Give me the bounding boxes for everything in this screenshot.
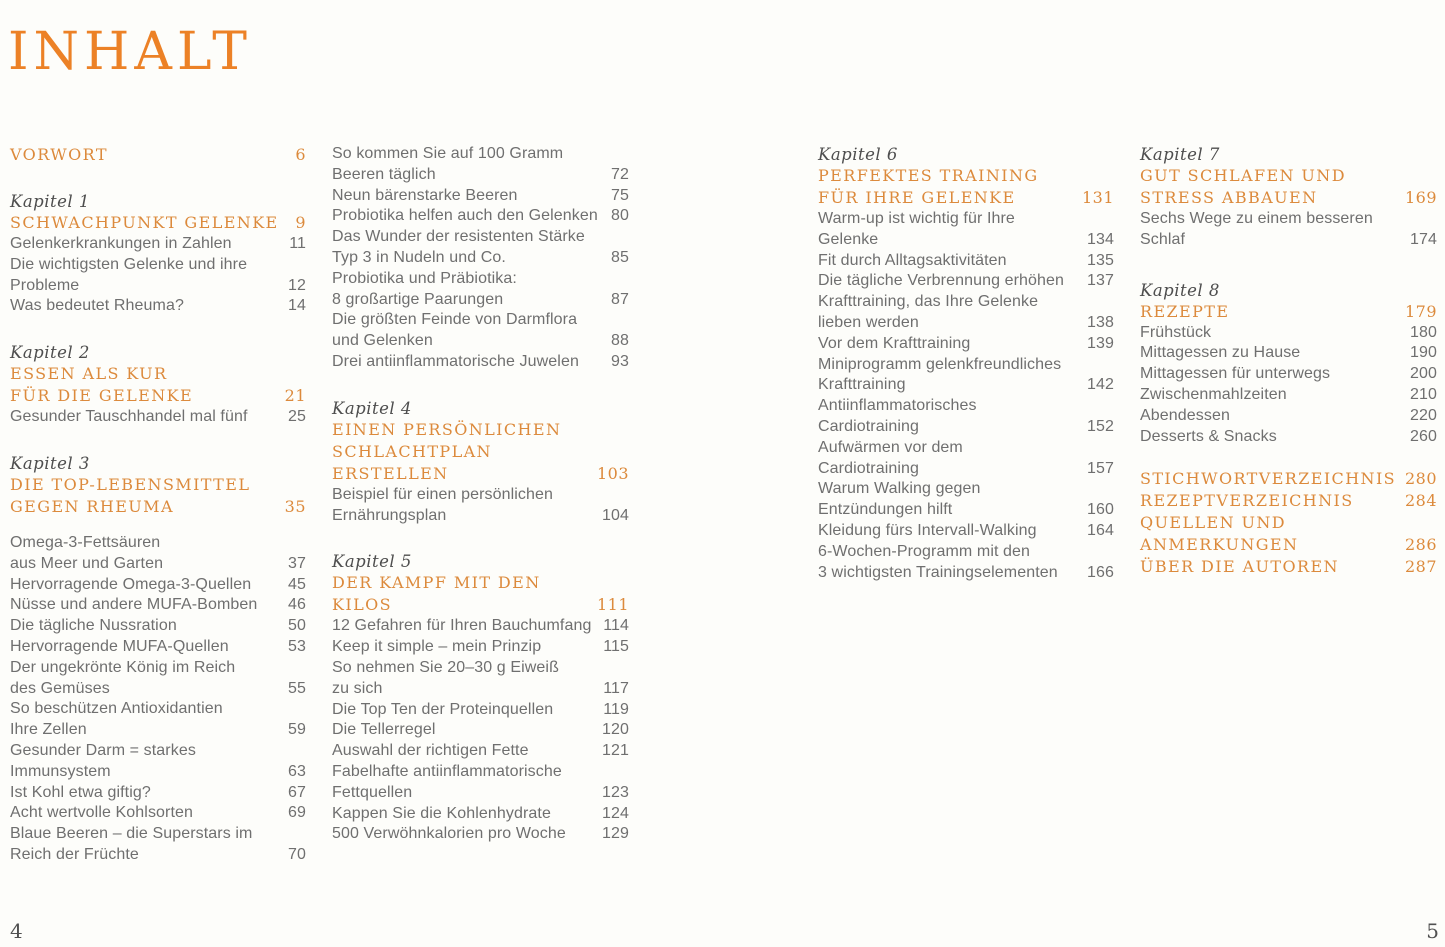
toc-entry	[10, 783, 306, 804]
entry-page-number: 21	[284, 386, 306, 406]
toc-entry	[332, 165, 629, 186]
entry-page-number: 119	[603, 700, 629, 718]
entry-text: DIE TOP-LEBENSMITTEL	[10, 474, 251, 494]
entry-text: Probiotika helfen auch den Gelenken	[332, 207, 598, 225]
entry-page-number: 12	[288, 276, 306, 294]
toc-entry	[10, 845, 306, 866]
entry-page-number: 46	[288, 596, 306, 614]
entry-text: Der ungekrönte König im Reich	[10, 658, 236, 676]
toc-entry	[10, 407, 306, 428]
toc-entry	[10, 234, 306, 255]
spacer	[332, 373, 629, 398]
entry-text: Ernährungsplan	[332, 506, 447, 524]
entry-text: Die tägliche Verbrennung erhöhen	[818, 272, 1065, 290]
toc-entry	[818, 479, 1114, 500]
entry-page-number: 157	[1087, 459, 1114, 477]
toc-entry	[332, 824, 629, 845]
entry-text: So beschützen Antioxidantien	[10, 700, 223, 718]
entry-page-number: 115	[603, 638, 629, 656]
entry-text: Zwischenmahlzeiten	[1140, 385, 1287, 403]
toc-entry	[10, 658, 306, 679]
toc-heading	[1140, 534, 1437, 556]
entry-page-number: 164	[1087, 521, 1114, 539]
entry-text: Neun bärenstarke Beeren	[332, 186, 518, 204]
entry-page-number: 59	[288, 721, 306, 739]
spacer	[332, 526, 629, 551]
toc-entry	[10, 575, 306, 596]
entry-text: ANMERKUNGEN	[1140, 535, 1299, 555]
chapter-label	[10, 453, 306, 474]
entry-text: Entzündungen hilft	[818, 501, 953, 519]
toc-entry	[1140, 323, 1437, 344]
entry-page-number: 55	[288, 679, 306, 697]
entry-text: Abendessen	[1140, 406, 1230, 424]
entry-text: Krafttraining, das Ihre Gelenke	[818, 293, 1039, 311]
toc-entry	[10, 554, 306, 575]
entry-text: Acht wertvolle Kohlsorten	[10, 804, 194, 822]
entry-page-number: 200	[1410, 365, 1437, 383]
toc-entry	[818, 417, 1114, 438]
toc-entry	[332, 269, 629, 290]
entry-page-number: 166	[1087, 563, 1114, 581]
toc-heading	[1140, 490, 1437, 512]
entry-text: Schlaf	[1140, 230, 1186, 248]
entry-page-number: 220	[1410, 406, 1437, 424]
toc-entry	[818, 396, 1114, 417]
entry-page-number: 142	[1087, 376, 1114, 394]
toc-entry	[332, 616, 629, 637]
entry-page-number: 138	[1087, 313, 1114, 331]
entry-text: KILOS	[332, 595, 392, 615]
toc-entry	[1140, 364, 1437, 385]
entry-text: 3 wichtigsten Trainingselementen	[818, 563, 1058, 581]
entry-text: Beispiel für einen persönlichen	[332, 485, 554, 503]
toc-entry	[332, 186, 629, 207]
entry-text: Nüsse und andere MUFA-Bomben	[10, 596, 258, 614]
entry-page-number: 114	[603, 617, 629, 635]
entry-text: ÜBER DIE AUTOREN	[1140, 557, 1339, 577]
entry-text: Cardiotraining	[818, 459, 920, 477]
entry-page-number: 179	[1404, 301, 1437, 321]
entry-text: Miniprogramm gelenkfreundliches	[818, 355, 1062, 373]
entry-text: zu sich	[332, 679, 383, 697]
toc-entry	[332, 352, 629, 373]
toc-entry	[10, 803, 306, 824]
entry-text: GEGEN RHEUMA	[10, 496, 174, 516]
entry-text: Typ 3 in Nudeln und Co.	[332, 248, 506, 266]
chapter-label	[10, 191, 306, 212]
toc-heading	[10, 474, 306, 496]
entry-page-number: 260	[1410, 427, 1437, 445]
entry-text: Aufwärmen vor dem	[818, 438, 963, 456]
toc-heading	[332, 419, 629, 441]
toc-entry	[10, 616, 306, 637]
entry-text: Kapitel 5	[332, 552, 412, 572]
toc-entry	[332, 206, 629, 227]
entry-page-number: 131	[1081, 188, 1114, 207]
entry-page-number: 123	[602, 783, 629, 801]
entry-page-number: 104	[602, 506, 629, 524]
toc-entry	[10, 741, 306, 762]
chapter-label	[818, 144, 1114, 165]
entry-page-number: 72	[611, 165, 629, 183]
entry-text: Antiinflammatorisches	[818, 397, 977, 415]
toc-heading	[332, 594, 629, 616]
toc-heading	[818, 165, 1114, 187]
toc-entry	[818, 209, 1114, 230]
entry-text: ERSTELLEN	[332, 463, 449, 483]
toc-entry	[818, 563, 1114, 584]
entry-page-number: 210	[1410, 385, 1437, 403]
toc-entry	[332, 144, 629, 165]
entry-text: FÜR IHRE GELENKE	[818, 188, 1016, 207]
entry-text: Cardiotraining	[818, 417, 920, 435]
entry-text: Sechs Wege zu einem besseren	[1140, 210, 1373, 227]
entry-text: Immunsystem	[10, 762, 111, 780]
entry-text: aus Meer und Garten	[10, 554, 164, 572]
toc-entry	[332, 290, 629, 311]
spacer	[1140, 251, 1437, 280]
entry-text: Das Wunder der resistenten Stärke	[332, 228, 585, 246]
entry-page-number: 35	[284, 496, 306, 516]
spacer	[10, 166, 306, 191]
entry-text: Hervorragende MUFA-Quellen	[10, 637, 229, 655]
entry-text: Ist Kohl etwa giftig?	[10, 783, 151, 801]
toc-entry	[10, 762, 306, 783]
toc-entry	[818, 271, 1114, 292]
entry-page-number: 75	[611, 186, 629, 204]
entry-text: Kappen Sie die Kohlenhydrate	[332, 804, 551, 822]
toc-entry	[10, 637, 306, 658]
entry-text: Vor dem Krafttraining	[818, 334, 971, 352]
toc-heading	[1140, 468, 1437, 490]
toc-entry	[332, 227, 629, 248]
entry-text: Kapitel 3	[10, 453, 90, 473]
toc-heading	[332, 441, 629, 463]
entry-page-number: 6	[295, 145, 306, 164]
entry-page-number: 160	[1087, 501, 1114, 519]
toc-entry	[10, 255, 306, 276]
entry-page-number: 280	[1404, 469, 1437, 489]
entry-page-number: 120	[602, 721, 629, 739]
toc-entry	[818, 230, 1114, 251]
spacer	[10, 518, 306, 533]
entry-page-number: 284	[1404, 491, 1437, 511]
page-title: INHALT	[8, 21, 252, 82]
entry-text: Auswahl der richtigen Fette	[332, 742, 529, 760]
entry-page-number: 134	[1087, 230, 1114, 248]
entry-page-number: 124	[602, 804, 629, 822]
toc-entry	[332, 248, 629, 269]
entry-text: Gesunder Darm = starkes	[10, 741, 196, 759]
entry-page-number: 53	[288, 637, 306, 655]
toc-column-4	[1140, 144, 1437, 578]
entry-text: Warm-up ist wichtig für Ihre	[818, 210, 1015, 227]
entry-page-number: 87	[611, 290, 629, 308]
entry-text: DER KAMPF MIT DEN	[332, 573, 541, 593]
chapter-label	[1140, 144, 1437, 165]
entry-page-number: 152	[1087, 417, 1114, 435]
entry-text: Beeren täglich	[332, 165, 436, 183]
entry-text: GUT SCHLAFEN UND	[1140, 166, 1346, 185]
page-number-left: 4	[10, 919, 23, 943]
entry-text: Gelenke	[818, 230, 879, 248]
toc-entry	[10, 276, 306, 297]
toc-heading	[10, 385, 306, 407]
entry-page-number: 121	[602, 742, 629, 760]
entry-page-number: 135	[1087, 251, 1114, 269]
toc-entry	[332, 700, 629, 721]
toc-entry	[332, 485, 629, 506]
entry-page-number: 139	[1087, 334, 1114, 352]
spacer	[1140, 447, 1437, 468]
entry-text: Mittagessen für unterwegs	[1140, 365, 1331, 383]
entry-page-number: 180	[1410, 323, 1437, 341]
entry-text: Kapitel 7	[1140, 145, 1220, 164]
toc-heading	[10, 496, 306, 518]
entry-text: Die wichtigsten Gelenke und ihre	[10, 255, 248, 273]
toc-entry	[10, 679, 306, 700]
toc-column-3	[818, 144, 1114, 583]
entry-text: EINEN PERSÖNLICHEN	[332, 419, 562, 439]
entry-page-number: 9	[295, 213, 306, 232]
toc-entry	[332, 720, 629, 741]
toc-heading	[10, 363, 306, 385]
entry-page-number: 80	[611, 207, 629, 225]
entry-text: Krafttraining	[818, 376, 906, 394]
entry-page-number: 25	[288, 408, 306, 426]
entry-text: und Gelenken	[332, 332, 433, 350]
entry-page-number: 169	[1404, 188, 1437, 207]
toc-entry	[332, 637, 629, 658]
toc-entry	[332, 310, 629, 331]
entry-text: FÜR DIE GELENKE	[10, 386, 194, 406]
toc-entry	[818, 500, 1114, 521]
toc-entry	[818, 438, 1114, 459]
toc-entry	[332, 783, 629, 804]
entry-page-number: 111	[596, 595, 629, 615]
toc-heading	[1140, 187, 1437, 209]
toc-entry	[818, 375, 1114, 396]
entry-page-number: 63	[288, 762, 306, 780]
toc-entry	[818, 251, 1114, 272]
entry-text: 8 großartige Paarungen	[332, 290, 504, 308]
entry-text: Drei antiinflammatorische Juwelen	[332, 352, 579, 370]
entry-text: 12 Gefahren für Ihren Bauchumfang	[332, 617, 592, 635]
toc-entry	[1140, 406, 1437, 427]
entry-text: So nehmen Sie 20–30 g Eiweiß	[332, 658, 559, 676]
entry-page-number: 85	[611, 248, 629, 266]
entry-text: Warum Walking gegen	[818, 480, 981, 498]
toc-entry	[10, 699, 306, 720]
toc-entry	[10, 595, 306, 616]
entry-text: VORWORT	[10, 145, 108, 164]
toc-heading	[332, 572, 629, 594]
toc-heading	[1140, 301, 1437, 323]
toc-heading	[818, 187, 1114, 209]
toc-entry	[332, 331, 629, 352]
toc-entry	[332, 658, 629, 679]
entry-page-number: 287	[1404, 557, 1437, 577]
page-number-right: 5	[1426, 919, 1439, 943]
toc-heading	[10, 144, 306, 166]
toc-entry	[332, 506, 629, 527]
entry-page-number: 286	[1404, 535, 1437, 555]
toc-entry	[1140, 427, 1437, 448]
entry-page-number: 50	[288, 617, 306, 635]
toc-heading	[1140, 165, 1437, 187]
entry-text: Die tägliche Nussration	[10, 617, 177, 635]
entry-text: REZEPTVERZEICHNIS	[1140, 491, 1354, 511]
entry-text: Gelenkerkrankungen in Zahlen	[10, 235, 232, 252]
entry-text: PERFEKTES TRAINING	[818, 166, 1039, 185]
entry-text: Kleidung fürs Intervall-Walking	[818, 521, 1037, 539]
toc-entry	[818, 521, 1114, 542]
entry-text: 6-Wochen-Programm mit den	[818, 542, 1031, 560]
toc-column-1	[10, 144, 306, 866]
chapter-label	[332, 551, 629, 572]
entry-text: Kapitel 1	[10, 192, 90, 211]
toc-entry	[818, 355, 1114, 376]
entry-page-number: 14	[288, 297, 306, 315]
entry-text: QUELLEN UND	[1140, 513, 1287, 533]
entry-text: SCHLACHTPLAN	[332, 441, 492, 461]
entry-page-number: 137	[1087, 272, 1114, 290]
entry-text: Probleme	[10, 276, 80, 294]
entry-text: Keep it simple – mein Prinzip	[332, 638, 542, 656]
entry-text: Blaue Beeren – die Superstars im	[10, 825, 253, 843]
toc-entry	[1140, 230, 1437, 251]
entry-text: Die Top Ten der Proteinquellen	[332, 700, 554, 718]
entry-text: Die größten Feinde von Darmflora	[332, 311, 578, 329]
chapter-label	[10, 342, 306, 363]
entry-text: STRESS ABBAUEN	[1140, 188, 1318, 207]
entry-text: Fabelhafte antiinflammatorische	[332, 762, 562, 780]
entry-text: Hervorragende Omega-3-Quellen	[10, 575, 252, 593]
toc-entry	[818, 334, 1114, 355]
entry-text: ESSEN ALS KUR	[10, 364, 168, 384]
toc-entry	[10, 296, 306, 317]
entry-text: Was bedeutet Rheuma?	[10, 297, 184, 315]
toc-heading	[1140, 512, 1437, 534]
entry-page-number: 88	[611, 332, 629, 350]
toc-entry	[1140, 385, 1437, 406]
chapter-label	[332, 398, 629, 419]
entry-text: lieben werden	[818, 313, 919, 331]
entry-text: REZEPTE	[1140, 301, 1230, 321]
entry-page-number: 69	[288, 804, 306, 822]
entry-text: Die Tellerregel	[332, 721, 436, 739]
toc-heading	[1140, 556, 1437, 578]
entry-page-number: 93	[611, 352, 629, 370]
entry-text: 500 Verwöhnkalorien pro Woche	[332, 825, 566, 843]
spacer	[10, 428, 306, 453]
spacer	[10, 317, 306, 342]
entry-text: STICHWORTVERZEICHNIS	[1140, 469, 1397, 489]
entry-page-number: 37	[288, 554, 306, 572]
entry-text: Omega-3-Fettsäuren	[10, 533, 161, 551]
entry-text: SCHWACHPUNKT GELENKE	[10, 213, 279, 232]
entry-page-number: 67	[288, 783, 306, 801]
toc-entry	[332, 679, 629, 700]
entry-text: Desserts & Snacks	[1140, 427, 1277, 445]
toc-entry	[332, 741, 629, 762]
entry-text: des Gemüses	[10, 679, 110, 697]
entry-page-number: 174	[1410, 230, 1437, 248]
toc-entry	[332, 762, 629, 783]
toc-entry	[1140, 343, 1437, 364]
toc-entry	[332, 804, 629, 825]
entry-page-number: 117	[603, 679, 629, 697]
toc-heading	[10, 212, 306, 234]
toc-column-2	[332, 144, 629, 845]
toc-entry	[818, 542, 1114, 563]
toc-entry	[818, 313, 1114, 334]
entry-page-number: 129	[602, 825, 629, 843]
entry-text: Mittagessen zu Hause	[1140, 344, 1301, 362]
entry-page-number: 70	[288, 845, 306, 863]
entry-page-number: 11	[289, 235, 306, 252]
entry-page-number: 103	[596, 463, 629, 483]
toc-entry	[10, 720, 306, 741]
entry-text: Fit durch Alltagsaktivitäten	[818, 251, 1007, 269]
entry-text: Kapitel 6	[818, 145, 898, 164]
entry-text: Kapitel 8	[1140, 280, 1220, 300]
toc-entry	[818, 292, 1114, 313]
entry-text: Kapitel 2	[10, 343, 90, 363]
toc-entry	[10, 533, 306, 554]
entry-text: Ihre Zellen	[10, 721, 87, 739]
entry-text: Gesunder Tauschhandel mal fünf	[10, 408, 248, 426]
entry-text: So kommen Sie auf 100 Gramm	[332, 145, 564, 162]
entry-page-number: 45	[288, 575, 306, 593]
entry-text: Reich der Früchte	[10, 845, 139, 863]
toc-entry	[10, 824, 306, 845]
toc-entry	[1140, 209, 1437, 230]
chapter-label	[1140, 280, 1437, 301]
entry-text: Fettquellen	[332, 783, 413, 801]
toc-entry	[818, 459, 1114, 480]
entry-text: Frühstück	[1140, 323, 1212, 341]
entry-text: Kapitel 4	[332, 398, 412, 418]
entry-page-number: 190	[1410, 344, 1437, 362]
entry-text: Probiotika und Präbiotika:	[332, 269, 517, 287]
toc-heading	[332, 463, 629, 485]
